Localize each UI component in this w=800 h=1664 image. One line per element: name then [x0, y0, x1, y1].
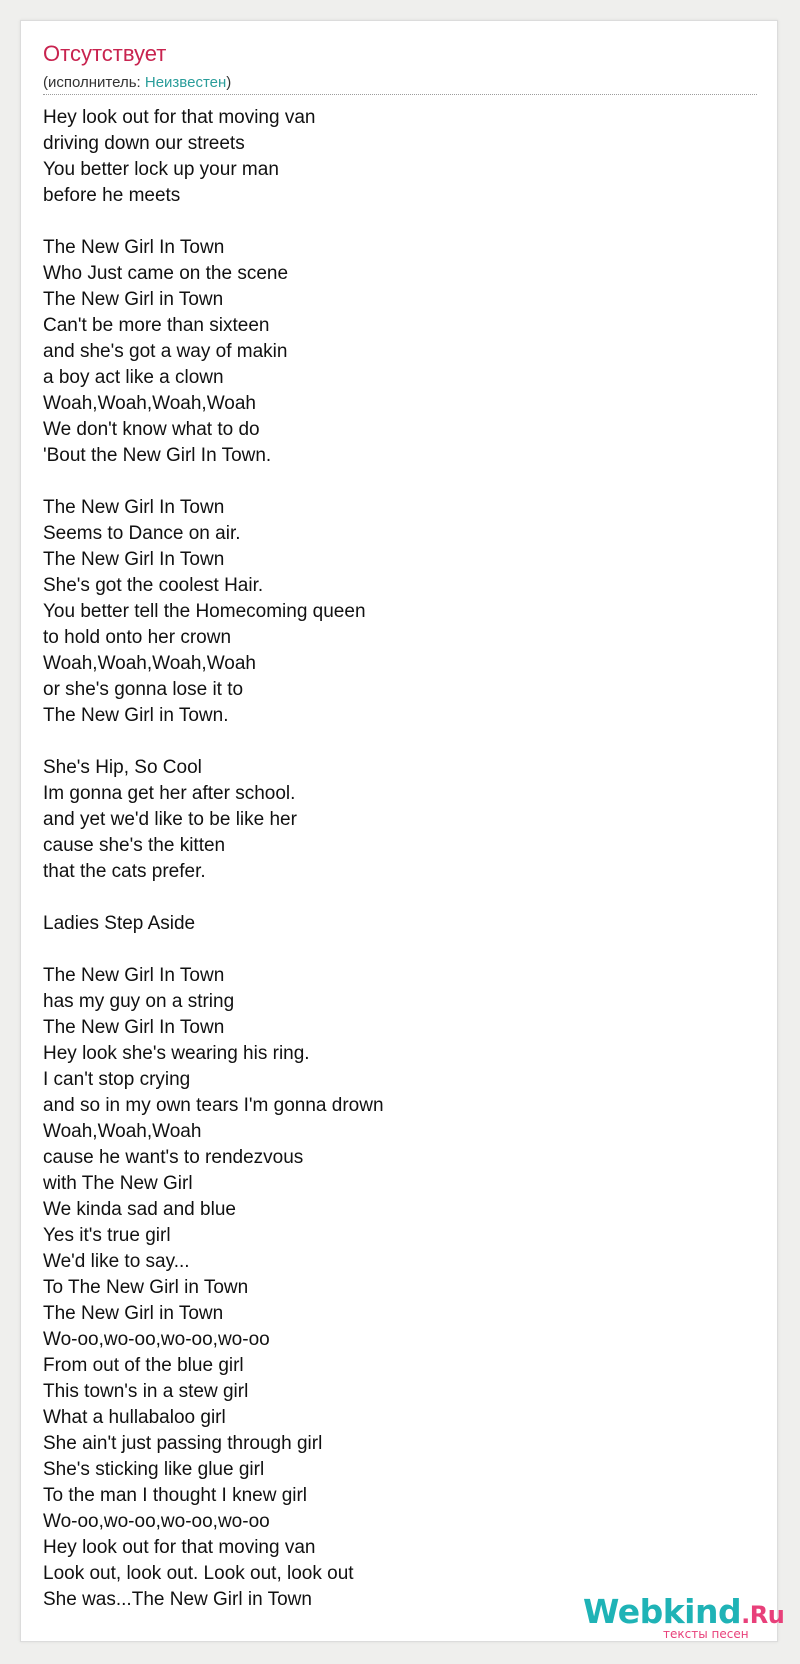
lyric-line: Woah,Woah,Woah,Woah: [43, 393, 256, 414]
lyric-line: The New Girl In Town: [43, 1017, 225, 1038]
lyric-line: The New Girl In Town: [43, 549, 225, 570]
lyric-line: You better tell the Homecoming queen: [43, 601, 366, 622]
lyric-line: The New Girl In Town: [43, 237, 225, 258]
logo-name: Webkind: [583, 1592, 742, 1631]
lyric-line: or she's gonna lose it to: [43, 679, 244, 700]
lyric-line: You better lock up your man: [43, 159, 279, 180]
lyric-line: Hey look out for that moving van: [43, 1537, 316, 1558]
logo-wordmark: [583, 1592, 785, 1631]
lyric-line: cause he want's to rendezvous: [43, 1147, 304, 1168]
lyric-line: Who Just came on the scene: [43, 263, 289, 284]
lyric-blank-line: [43, 469, 384, 495]
lyric-line: Wo-oo,wo-oo,wo-oo,wo-oo: [43, 1329, 270, 1350]
lyric-line: The New Girl In Town: [43, 497, 225, 518]
artist-suffix: ): [226, 74, 232, 91]
lyric-line: cause she's the kitten: [43, 835, 226, 856]
lyric-line: This town's in a stew girl: [43, 1381, 249, 1402]
lyric-line: has my guy on a string: [43, 991, 235, 1012]
lyric-line: She's Hip, So Cool: [43, 757, 202, 778]
artist-link[interactable]: Неизвестен: [144, 74, 227, 91]
lyrics-text: [43, 105, 384, 1613]
lyric-line: Can't be more than sixteen: [43, 315, 270, 336]
lyric-line: She was...The New Girl in Town: [43, 1589, 312, 1610]
lyric-line: I can't stop crying: [43, 1069, 191, 1090]
lyric-line: The New Girl in Town.: [43, 705, 229, 726]
logo-tagline: тексты песен: [663, 1627, 749, 1641]
lyric-blank-line: [43, 937, 384, 963]
lyric-line: To the man I thought I knew girl: [43, 1485, 308, 1506]
song-title: Отсутствует: [43, 41, 167, 66]
lyric-line: and she's got a way of makin: [43, 341, 288, 362]
lyric-line: with The New Girl: [43, 1173, 193, 1194]
lyric-line: What a hullabaloo girl: [43, 1407, 226, 1428]
lyric-line: Yes it's true girl: [43, 1225, 171, 1246]
lyric-line: Woah,Woah,Woah: [43, 1121, 202, 1142]
lyric-line: that the cats prefer.: [43, 861, 206, 882]
lyric-line: Im gonna get her after school.: [43, 783, 296, 804]
webkind-logo[interactable]: [583, 1592, 785, 1645]
lyric-line: and so in my own tears I'm gonna drown: [43, 1095, 384, 1116]
lyric-line: 'Bout the New Girl In Town.: [43, 445, 272, 466]
lyric-line: Seems to Dance on air.: [43, 523, 241, 544]
lyric-line: Wo-oo,wo-oo,wo-oo,wo-oo: [43, 1511, 270, 1532]
lyric-blank-line: [43, 885, 384, 911]
lyric-line: We kinda sad and blue: [43, 1199, 236, 1220]
lyric-blank-line: [43, 209, 384, 235]
lyric-line: She's sticking like glue girl: [43, 1459, 265, 1480]
lyric-blank-line: [43, 729, 384, 755]
lyric-line: The New Girl in Town: [43, 289, 224, 310]
lyric-line: Look out, look out. Look out, look out: [43, 1563, 354, 1584]
lyric-line: to hold onto her crown: [43, 627, 232, 648]
lyric-line: and yet we'd like to be like her: [43, 809, 297, 830]
title-divider: [43, 94, 757, 95]
logo-tld: .Ru: [741, 1601, 785, 1629]
lyric-line: We'd like to say...: [43, 1251, 190, 1272]
lyric-line: a boy act like a clown: [43, 367, 224, 388]
lyric-line: She's got the coolest Hair.: [43, 575, 264, 596]
lyric-line: driving down our streets: [43, 133, 245, 154]
lyric-line: We don't know what to do: [43, 419, 260, 440]
lyric-line: From out of the blue girl: [43, 1355, 244, 1376]
lyric-line: Woah,Woah,Woah,Woah: [43, 653, 256, 674]
lyrics-card: [20, 20, 785, 1642]
lyric-line: Ladies Step Aside: [43, 913, 196, 934]
lyric-line: Hey look out for that moving van: [43, 107, 316, 128]
artist-prefix: (исполнитель:: [43, 74, 145, 91]
lyric-line: Hey look she's wearing his ring.: [43, 1043, 310, 1064]
lyric-line: The New Girl in Town: [43, 1303, 224, 1324]
lyric-line: She ain't just passing through girl: [43, 1433, 323, 1454]
artist-line: [43, 75, 231, 90]
lyric-line: The New Girl In Town: [43, 965, 225, 986]
lyric-line: To The New Girl in Town: [43, 1277, 249, 1298]
lyric-line: before he meets: [43, 185, 181, 206]
